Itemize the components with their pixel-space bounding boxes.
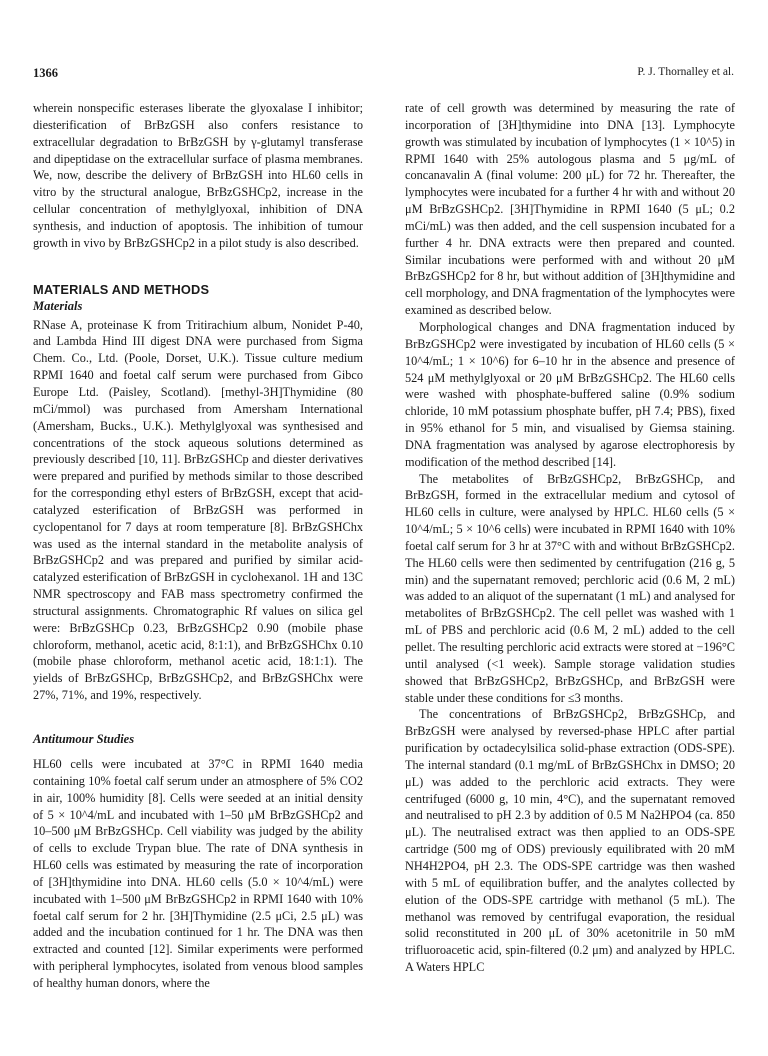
- morphology-paragraph: Morphological changes and DNA fragmentation induced by BrBzGSHCp2 were investigated by incubation of HL60 cells (5 × 10^4/mL; 1 × 10^6) for 6–10 hr in the absence and presence of 524 μM methylglyoxal or 20 μM BrBzGSHCp2. The HL60 cells were washed with phosphate-buffered saline (0.9% sodium chloride, 10 mM potassium phosphate buffer, pH 7.4; PBS), fixed in 95% ethanol for 5 min, and visualised by Giemsa staining. DNA fragmentation was analysed by agarose electrophoresis by modification of the method described [14].: [405, 319, 735, 469]
- metabolites-paragraph: The metabolites of BrBzGSHCp2, BrBzGSHCp, and BrBzGSH, formed in the extracellular medium and cytosol of HL60 cells in culture, were analysed by HPLC. HL60 cells (5 × 10^4/mL; 5 × 10^6 cells) were incubated in RPMI 1640 with 10% foetal calf serum for 3 hr at 37°C with and without BrBzGSHCp2. The HL60 cells were then sedimented by centrifugation (216 g, 5 min) and the supernatant removed; perchloric acid (0.6 M, 2 mL) was added to an aliquot of the supernatant (1 mL) and analysed for metabolites of BrBzGSHCp2. The cell pellet was washed with 1 mL of PBS and perchloric acid (0.6 M, 2 mL) added to the cell pellet. The resulting perchloric acid extracts were stored at −196°C until analysed (<1 week). Sample storage validation studies showed that BrBzGSHCp2, BrBzGSHCp, and BrBzGSH were stable under these conditions for ≤3 months.: [405, 471, 735, 705]
- lymphocyte-paragraph: rate of cell growth was determined by measuring the rate of incorporation of [3H]thymidine into DNA [13]. Lymphocyte growth was stimulated by incubation of lymphocytes (1 × 10^5) in RPMI 1640 with 25% autologous plasma and 5 μg/mL of concanavalin A (final volume: 200 μL) for 72 hr. Thereafter, the lymphocytes were incubated for a further 4 hr with and without 20 μM BrBzGSHCp2. [3H]Thymidine in RPMI 1640 (5 μL; 0.2 mCi/mL) was then added, and the cell suspension incubated for a further 4 hr. DNA extracts were then prepared and counted. Similar incubations were performed with and without 20 μM BrBzGSHCp2 for 8 hr, but without addition of [3H]thymidine and cell morphology, and DNA fragmentation of the lymphocytes were examined as described below.: [405, 101, 735, 318]
- materials-paragraph: RNase A, proteinase K from Tritirachium album, Nonidet P-40, and Lambda Hind III digest DNA were purchased from Sigma Chem. Co., Ltd. (Poole, Dorset, U.K.). Tissue culture medium RPMI 1640 and foetal calf serum were purchased from Gibco Europe Ltd. (Paisley, Scotland). [methyl-3H]Thymidine (80 mCi/mmol) was purchased from Amersham International (Amersham, Bucks., U.K.). Methylglyoxal was synthesised and concentrations of the stock aqueous solutions determined as previously described [10, 11]. BrBzGSHCp and diester derivatives were prepared and purified by methods similar to those described for the corresponding ethyl esters of BrBzGSH, except that acid-catalyzed esterification of BrBzGSH was performed in cyclopentanol for 7 days at room temperature [8]. BrBzGSHChx was used as the internal standard in the metabolite analysis of BrBzGSHCp2 and was prepared and purified by similar acid-catalyzed esterification of BrBzGSH in cyclohexanol. 1H and 13C NMR spectroscopy and FAB mass spectrometry confirmed the structural assignments. Chromatographic Rf values on silica gel were: BrBzGSHCp 0.23, BrBzGSHCp2 0.90 (mobile phase chloroform, methanol, acetic acid, 8:1:1), and BrBzGSHChx 0.10 (mobile phase chloroform, methanol acetic acid, 18:1:1). The yields of BrBzGSHCp, BrBzGSHCp2, and BrBzGSHChx were 27%, 71%, and 19%, respectively.: [33, 317, 363, 703]
- right-column: [405, 100, 735, 976]
- antitumour-paragraph: HL60 cells were incubated at 37°C in RPMI 1640 media containing 10% foetal calf serum under an atmosphere of 5% CO2 in air, 100% humidity [8]. Cells were seeded at an initial density of 5 × 10^4/mL and incubated with 1–50 μM BrBzGSHCp2 and 10–500 μM BrBzGSHCp. Cell viability was judged by the ability of cells to exclude Trypan blue. The rate of DNA synthesis in HL60 cells was estimated by measuring the rate of incorporation of [3H]thymidine into DNA. HL60 cells (5.0 × 10^4/mL) were incubated with 1–500 μM BrBzGSHCp2 in RPMI 1640 with 10% foetal calf serum for 2 hr. [3H]Thymidine (2.5 μCi, 2.5 μL) was added and the incubation continued for 1 hr. The DNA was then extracted and counted [12]. Similar experiments were performed with peripheral lymphocytes, isolated from venous blood samples of healthy human donors, where the: [33, 757, 363, 990]
- left-column: [33, 100, 363, 992]
- page-number: 1366: [33, 66, 58, 80]
- hplc-paragraph: The concentrations of BrBzGSHCp2, BrBzGSHCp, and BrBzGSH were analysed by reversed-phase HPLC after partial purification by octadecylsilica solid-phase extraction (ODS-SPE). The internal standard (0.1 mg/mL of BrBzGSHChx in DMSO; 20 μL) was added to the perchloric acid extracts. They were centrifuged (6000 g, 10 min, 4°C), and the supernatant removed and neutralised to pH 2.3 by addition of 0.5 M Na2HPO4 (ca. 850 μL). The neutralised extract was then applied to an ODS-SPE cartridge (500 mg of ODS) previously equilibrated with 20 mM NH4H2PO4, pH 2.3. The ODS-SPE cartridge was then washed with 5 mL of equilibration buffer, and the analytes collected by elution of the ODS-SPE cartridge with methanol (5 mL). The methanol was removed by centrifugal evaporation, the residual solid reconstituted in 200 μL of 30% acetonitrile in 50 mM trifluoroacetic acid, spin-filtered (0.2 μm) and analyzed by HPLC. A Waters HPLC: [405, 707, 735, 975]
- section-heading: MATERIALS AND METHODS: [33, 281, 210, 297]
- running-head: P. J. Thornalley et al.: [637, 66, 734, 78]
- materials-heading: Materials: [33, 298, 83, 313]
- antitumour-heading: Antitumour Studies: [33, 732, 135, 746]
- intro-paragraph: wherein nonspecific esterases liberate the glyoxalase I inhibitor; diesterification of BrBzGSH also confers resistance to extracellular degradation to BrBzGSH by γ-glutamyl transferase and dipeptidase on the extracellular surface of plasma membranes. We, now, describe the delivery of BrBzGSH into HL60 cells in vitro by the structural analogue, BrBzGSHCp2, increase in the cellular concentration of methylglyoxal, inhibition of DNA synthesis, and induction of apoptosis. The inhibition of tumour growth in vivo by BrBzGSHCp2 in a pilot study is also described.: [33, 101, 363, 250]
